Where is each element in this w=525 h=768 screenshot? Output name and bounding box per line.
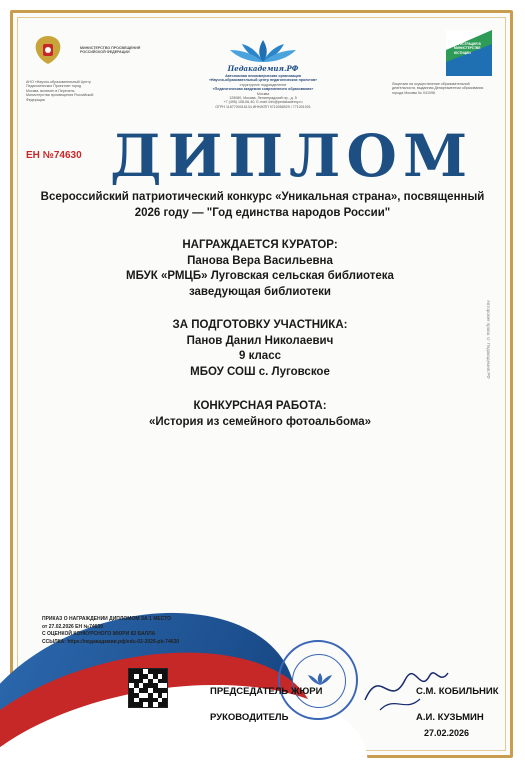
head-name: А.И. КУЗЬМИН <box>416 712 484 723</box>
qr-code[interactable] <box>128 668 168 708</box>
brand-name: Педакадемия.РФ <box>227 64 299 73</box>
signature-scribble-icon <box>360 655 450 715</box>
center-org-info: Автономная некоммерческая организация «Научно-образовательный центр педагогических проектов» структурное подразделение «Педагогическая академия современного образования» Москва 125080, Москва, Ленинградский пр., д. 5 +7 (495) 108-06-40, E-mail: info@pedakademy.ru ОГРН 1187700016134 ИНН/КПП 9710058929 / 771001001 <box>208 74 318 109</box>
curator-name: Панова Вера Васильевна <box>187 254 333 267</box>
order-block: ПРИКАЗ О НАГРАЖДЕНИИ ДИПЛОМОМ ЗА 1 МЕСТО от 27.02.2026 ЕН №74630 С ОЦЕНКОЙ КОНКУРСНОГО ЖЮРИ 82 БАЛЛА ССЫЛКА: https://педакадемия.рф/edu-02-2026-pb-74630 <box>42 616 180 645</box>
diploma-title: ДИПЛОМ <box>110 122 474 190</box>
contest-name: Всероссийский патриотический конкурс «Уникальная страна», посвященный 2026 году — "Год единства народов России" <box>40 191 485 219</box>
work-block <box>60 399 460 430</box>
participant-heading: ЗА ПОДГОТОВКУ УЧАСТНИКА: <box>172 319 348 331</box>
head-label: РУКОВОДИТЕЛЬ <box>210 712 289 723</box>
right-license-info: Лицензия на осуществление образовательной деятельности, выданная Департаментом образования города Москвы № 041098 <box>392 82 484 95</box>
curator-org: МБУК «РМЦБ» Луговская сельская библиотека <box>126 270 394 282</box>
curator-block <box>60 238 460 300</box>
work-heading: КОНКУРСНАЯ РАБОТА: <box>193 400 327 412</box>
participant-school: МБОУ СОШ с. Луговское <box>190 365 330 378</box>
signature-date: 27.02.2026 <box>424 728 470 738</box>
chair-label: ПРЕДСЕДАТЕЛЬ ЖЮРИ <box>210 686 323 697</box>
lotus-logo-icon <box>228 38 298 64</box>
diploma-number: ЕН №74630 <box>26 150 82 161</box>
stamp-lotus-icon <box>306 672 334 686</box>
curator-heading: НАГРАЖДАЕТСЯ КУРАТОР: <box>182 239 338 251</box>
curator-position: заведующая библиотеки <box>188 285 332 298</box>
official-stamp <box>278 640 358 720</box>
registry-badge: РЕГИСТРАЦИЯ В МИНИСТЕРСТВЕ ЮСТИЦИИ <box>446 30 492 76</box>
left-org-info: АНО «Научно-образовательный Центр Педагогических Проектов» город Москва, включен в Перечень Министерства просвещения Российской Федерации <box>26 80 94 102</box>
work-title: «История из семейного фотоальбома» <box>148 415 372 428</box>
chair-name: С.М. КОБИЛЬНИК <box>416 686 499 697</box>
participant-name: Панов Данил Николаевич <box>186 334 334 347</box>
coat-of-arms-icon <box>30 32 66 68</box>
ministry-name: МИНИСТЕРСТВО ПРОСВЕЩЕНИЯ РОССИЙСКОЙ ФЕДЕРАЦИИ <box>80 46 141 55</box>
participant-grade: 9 класс <box>239 350 281 362</box>
participant-block <box>60 318 460 380</box>
copyright-side-text: Авторские права © Педакадемия.РФ <box>486 300 491 379</box>
